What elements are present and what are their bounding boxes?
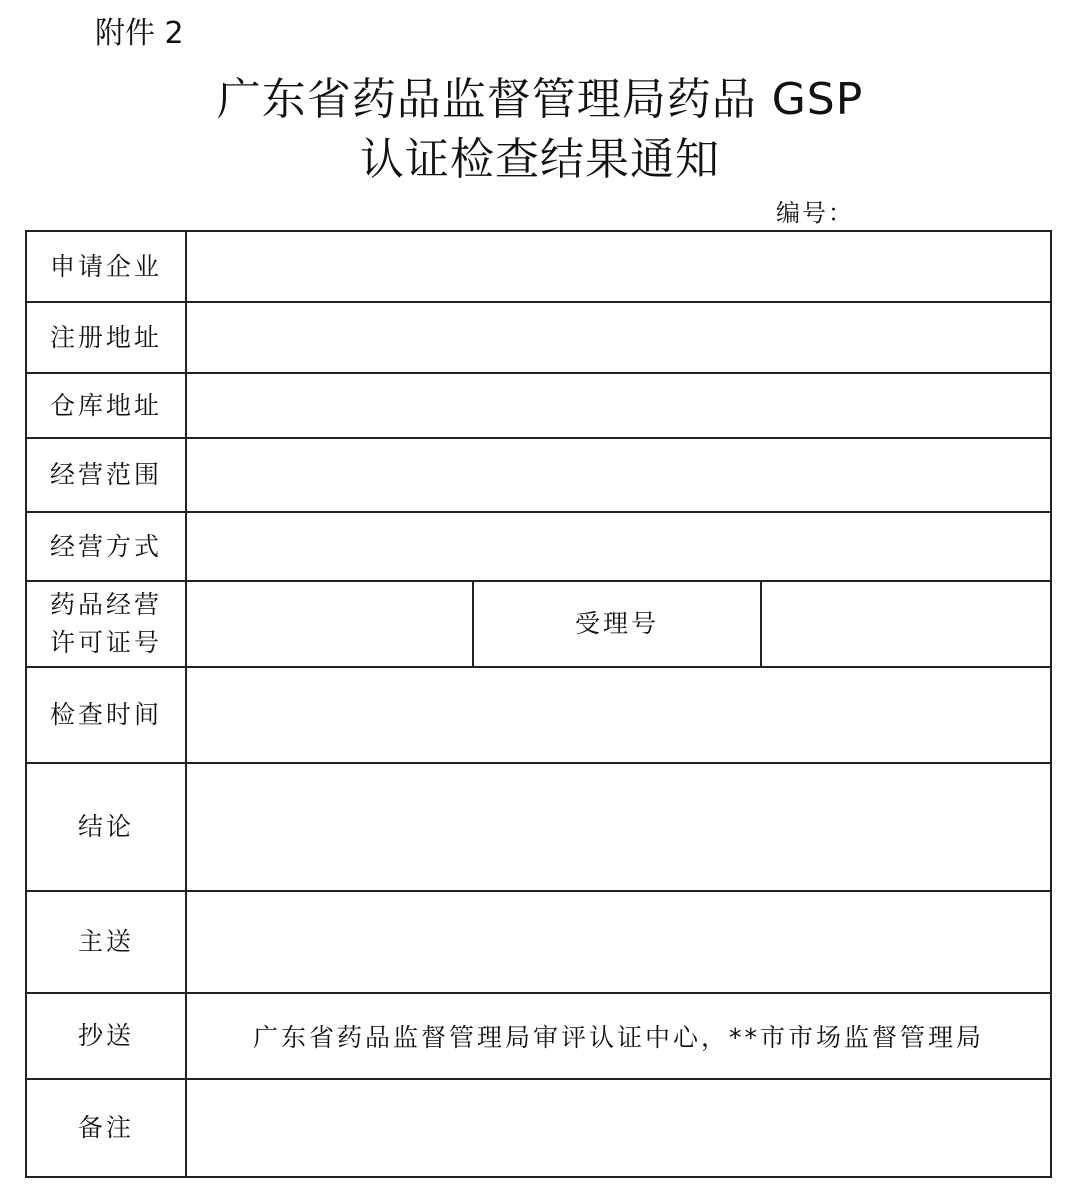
row-warehouse-address: [26, 373, 1051, 438]
license-label-line1: 药品经营: [49, 590, 162, 619]
registered-address-field[interactable]: [186, 302, 1051, 373]
attachment-label: 附件 2: [95, 16, 184, 51]
row-conclusion: [26, 763, 1051, 891]
main-recipient-field[interactable]: [186, 891, 1051, 993]
remarks-label: 备注: [26, 1079, 186, 1177]
row-applicant: [26, 231, 1051, 302]
license-label-line2: 许可证号: [49, 628, 162, 657]
row-registered-address: [26, 302, 1051, 373]
document-title-line2: 认证检查结果通知: [360, 134, 720, 185]
warehouse-address-label: 仓库地址: [26, 373, 186, 438]
warehouse-address-field[interactable]: [186, 373, 1051, 438]
business-mode-field[interactable]: [186, 512, 1051, 581]
row-remarks: [26, 1079, 1051, 1177]
row-inspection-time: [26, 667, 1051, 763]
conclusion-field[interactable]: [186, 763, 1051, 891]
document-number-label: 编号：: [776, 199, 854, 227]
row-main-recipient: [26, 891, 1051, 993]
cc-field[interactable]: 广东省药品监督管理局审评认证中心，**市市场监督管理局: [186, 993, 1051, 1079]
inspection-time-field[interactable]: [186, 667, 1051, 763]
remarks-field[interactable]: [186, 1079, 1051, 1177]
inspection-result-form: [25, 230, 1052, 1178]
cc-label: 抄送: [26, 993, 186, 1079]
license-field[interactable]: [186, 581, 473, 667]
acceptance-no-label: 受理号: [473, 581, 761, 667]
business-scope-field[interactable]: [186, 438, 1051, 512]
row-business-mode: [26, 512, 1051, 581]
inspection-time-label: 检查时间: [26, 667, 186, 763]
main-recipient-label: 主送: [26, 891, 186, 993]
applicant-label: 申请企业: [26, 231, 186, 302]
registered-address-label: 注册地址: [26, 302, 186, 373]
acceptance-no-field[interactable]: [761, 581, 1051, 667]
license-label: [26, 581, 186, 667]
business-scope-label: 经营范围: [26, 438, 186, 512]
row-business-scope: [26, 438, 1051, 512]
document-title-line1: 广东省药品监督管理局药品 GSP: [216, 74, 864, 125]
conclusion-label: 结论: [26, 763, 186, 891]
applicant-field[interactable]: [186, 231, 1051, 302]
row-cc: [26, 993, 1051, 1079]
row-license: [26, 581, 1051, 667]
business-mode-label: 经营方式: [26, 512, 186, 581]
